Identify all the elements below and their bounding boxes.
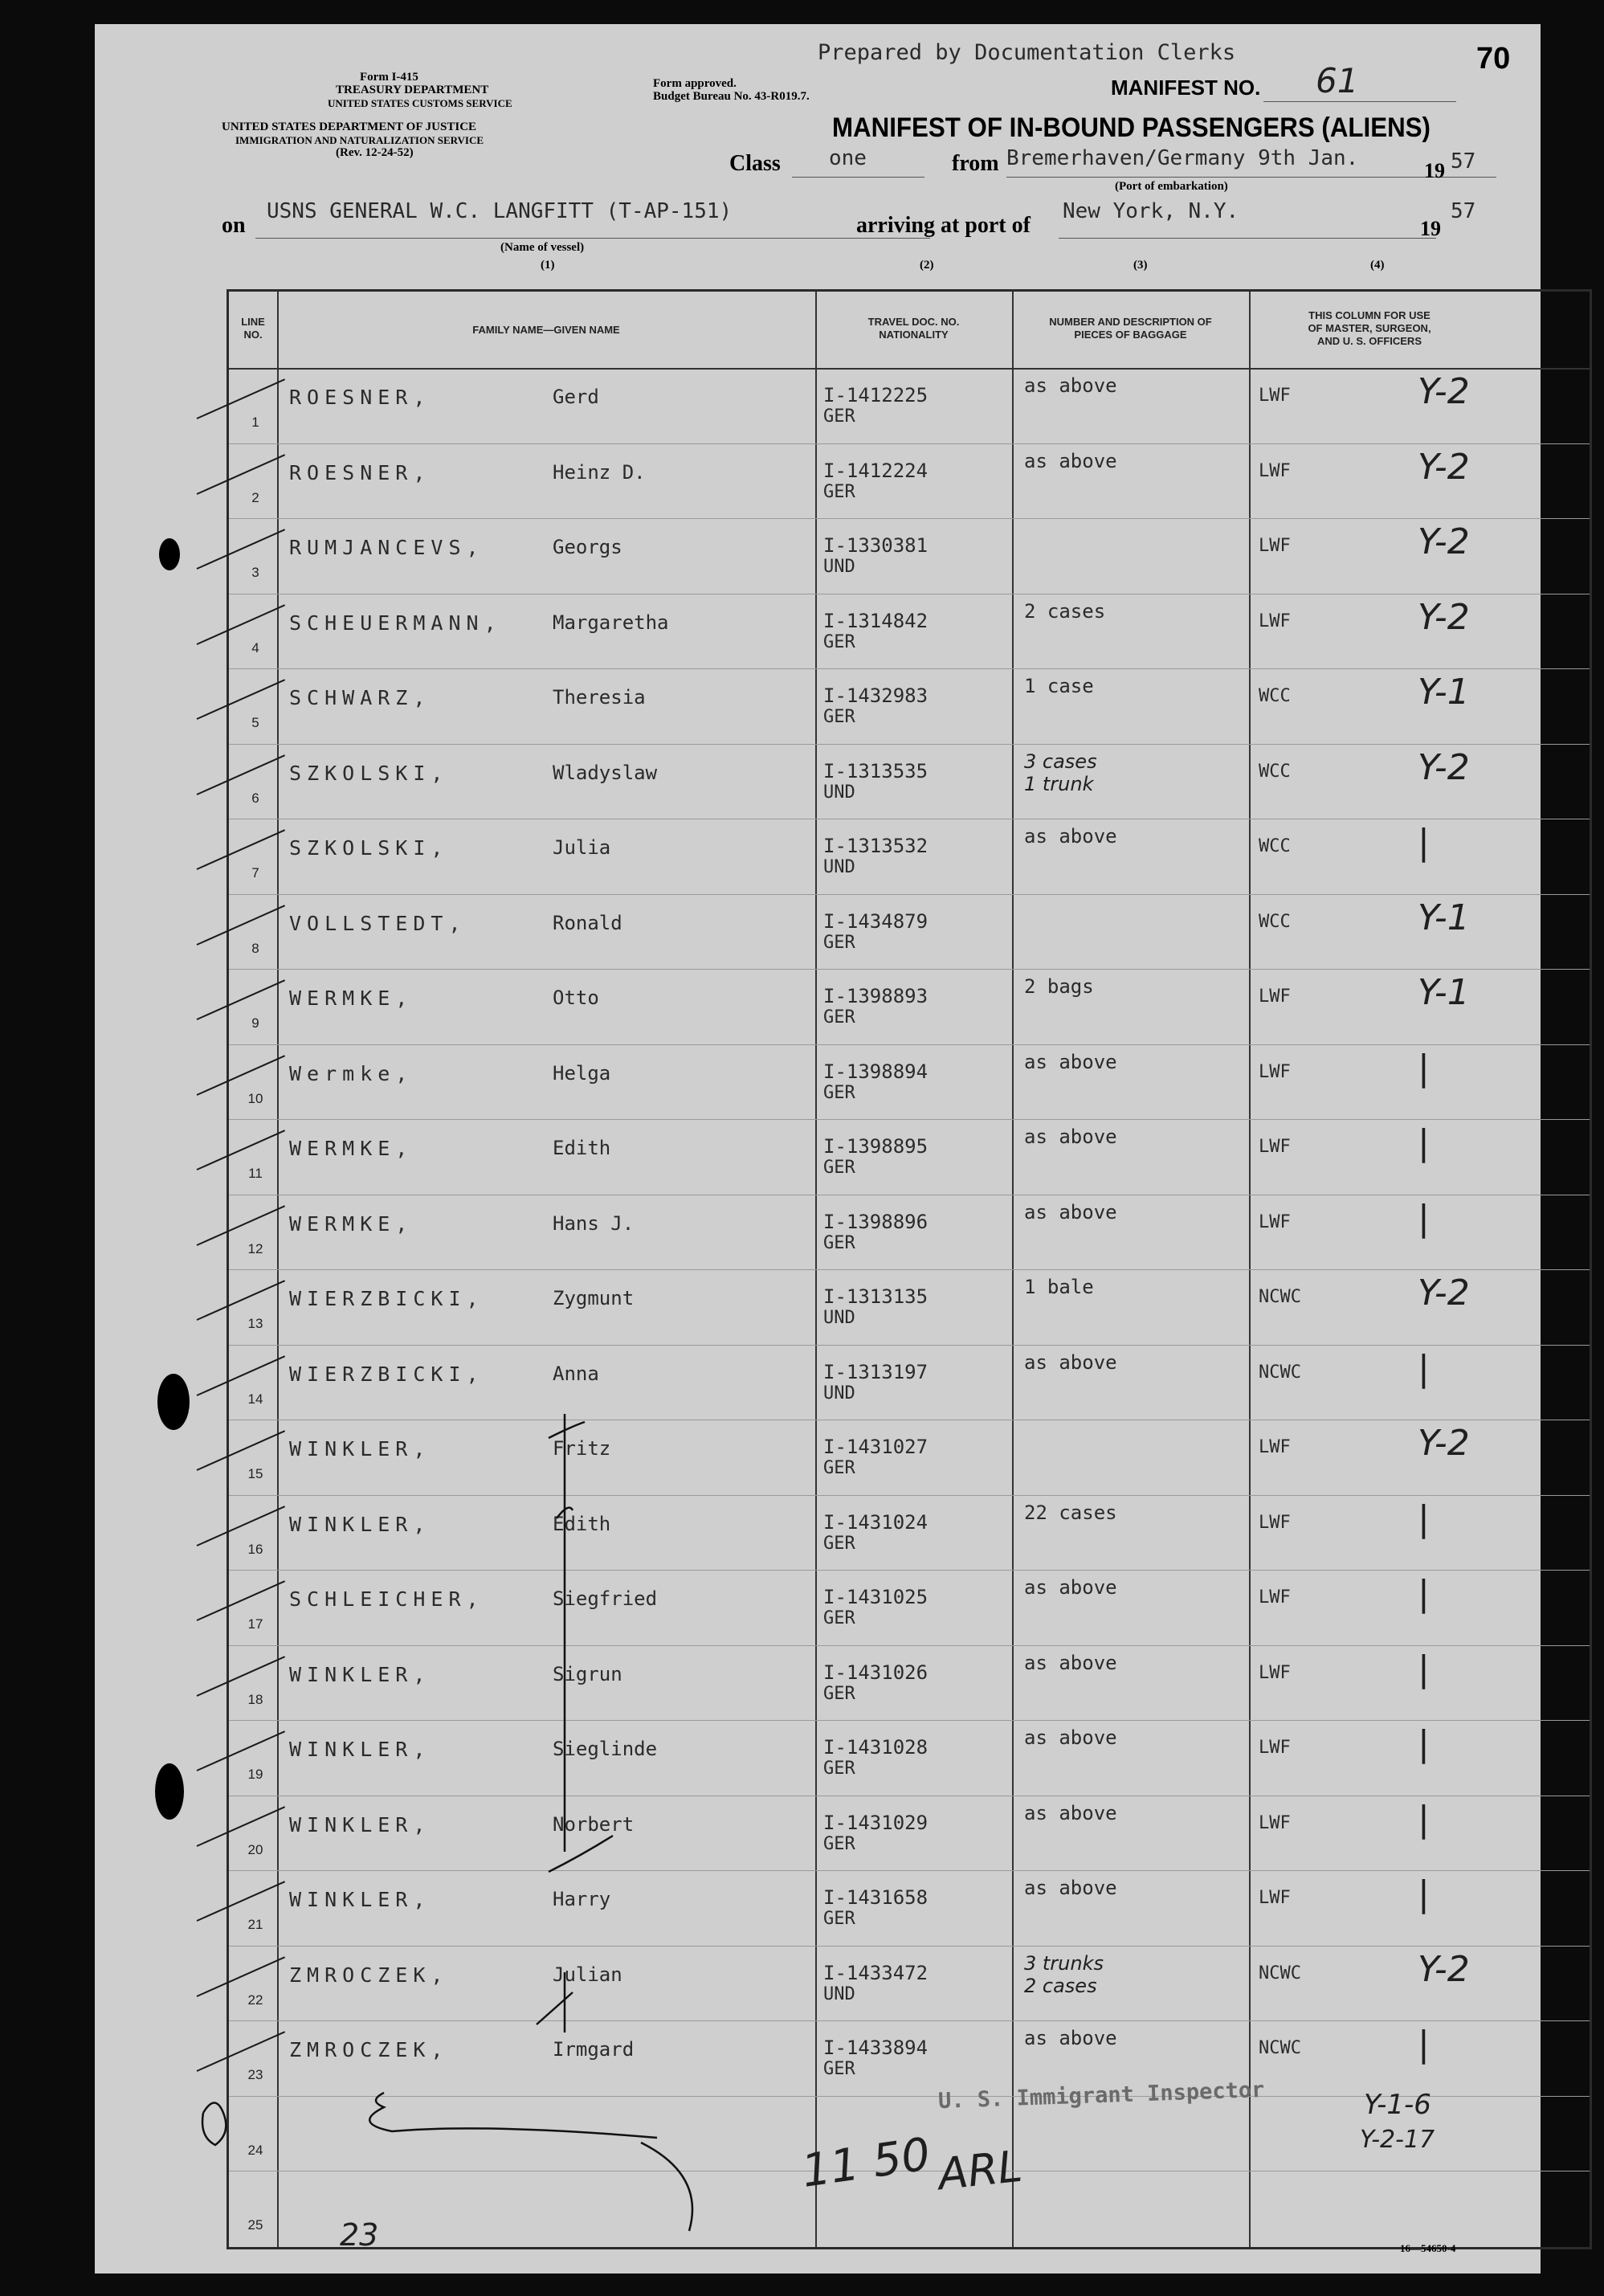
table-row	[229, 668, 1590, 744]
given-name: Sieglinde	[553, 1738, 658, 1760]
form-approved: Form approved.	[653, 77, 737, 90]
line-number: 1	[251, 415, 259, 430]
ins-label: IMMIGRATION AND NATURALIZATION SERVICE	[235, 134, 484, 146]
check-stroke	[197, 1205, 285, 1246]
check-stroke	[197, 905, 285, 946]
given-name: Margaretha	[553, 611, 669, 634]
family-name: SZKOLSKI,	[289, 836, 449, 860]
year-value: 57	[1451, 149, 1476, 174]
ink-blot	[159, 538, 180, 570]
family-name: ZMROCZEK,	[289, 2038, 449, 2061]
table-row	[229, 2020, 1590, 2096]
table-row	[229, 1570, 1590, 1645]
family-name: WERMKE,	[289, 1137, 414, 1160]
agency-code: NCWC	[1259, 1287, 1301, 1307]
baggage-description: as above	[1024, 374, 1117, 397]
print-code: 16—54650-4	[1400, 2242, 1456, 2254]
nationality: GER	[823, 631, 855, 652]
col-header-name: FAMILY NAME—GIVEN NAME	[472, 324, 620, 336]
baggage-description: as above	[1024, 1350, 1117, 1374]
check-stroke	[197, 1806, 285, 1847]
check-stroke	[197, 1580, 285, 1621]
vessel-name: USNS GENERAL W.C. LANGFITT (T-AP-151)	[267, 199, 733, 223]
officer-mark: Y-2	[1418, 446, 1470, 488]
family-name: ROESNER,	[289, 460, 431, 484]
arrival-year-prefix: 19	[1420, 217, 1441, 240]
travel-doc-number: I-1313135	[823, 1285, 929, 1308]
agency-code: LWF	[1259, 536, 1291, 556]
given-name: Gerd	[553, 386, 599, 408]
officer-mark: |	[1418, 1497, 1430, 1539]
line-number: 3	[251, 565, 259, 580]
given-name: Otto	[553, 987, 599, 1009]
column-number-1: (1)	[541, 259, 555, 272]
family-name: WINKLER,	[289, 1437, 431, 1461]
on-label: on	[222, 213, 246, 238]
vessel-caption: (Name of vessel)	[500, 241, 585, 254]
check-stroke	[197, 1055, 285, 1096]
family-name: SCHEUERMANN,	[289, 611, 502, 635]
agency-code: NCWC	[1259, 2038, 1301, 2058]
total-count: 23	[340, 2217, 379, 2253]
table-row	[229, 819, 1590, 894]
nationality: GER	[823, 1608, 855, 1628]
line-number: 10	[247, 1090, 263, 1106]
check-stroke	[197, 1956, 285, 1997]
arriving-port: New York, N.Y.	[1063, 199, 1239, 223]
line-number: 23	[247, 2067, 263, 2082]
agency-code: LWF	[1259, 460, 1291, 481]
check-stroke	[197, 1130, 285, 1170]
line-number: 7	[251, 865, 259, 880]
line-number: 18	[247, 1691, 263, 1707]
baggage-description: 3 cases 1 trunk	[1024, 750, 1097, 795]
given-name: Ronald	[553, 911, 622, 934]
nationality: GER	[823, 1533, 855, 1554]
line-number: 16	[247, 1541, 263, 1557]
baggage-description: as above	[1024, 1576, 1117, 1599]
line-number: 19	[247, 1767, 263, 1782]
budget-bureau: Budget Bureau No. 43-R019.7.	[653, 90, 810, 103]
table-row	[229, 1645, 1590, 1721]
tally-y2: Y-2-17	[1360, 2126, 1435, 2154]
given-name: Irmgard	[553, 2038, 635, 2061]
nationality: GER	[823, 1759, 855, 1779]
check-stroke	[197, 1730, 285, 1771]
manifest-title: MANIFEST OF IN-BOUND PASSENGERS (ALIENS)	[832, 112, 1431, 143]
given-name: Norbert	[553, 1812, 635, 1836]
agency-code: LWF	[1259, 1512, 1291, 1533]
table-row	[229, 1796, 1590, 1871]
check-stroke	[197, 454, 285, 495]
given-name: Wladyslaw	[553, 761, 658, 784]
table-row	[229, 1870, 1590, 1946]
travel-doc-number: I-1434879	[823, 909, 929, 933]
officer-mark: |	[1418, 1197, 1430, 1239]
family-name: WERMKE,	[289, 987, 414, 1010]
travel-doc-number: I-1433894	[823, 2037, 929, 2059]
col-header-officers: THIS COLUMN FOR USE OF MASTER, SURGEON, AND U. S. OFFICERS	[1308, 309, 1431, 347]
line-number: 24	[247, 2142, 263, 2158]
from-value: Bremerhaven/Germany 9th Jan.	[1006, 146, 1359, 170]
given-name: Julian	[553, 1963, 622, 1986]
handwritten-time: 11 50	[798, 2128, 934, 2198]
check-stroke	[197, 754, 285, 795]
nationality: GER	[823, 707, 855, 727]
travel-doc-number: I-1398895	[823, 1135, 929, 1158]
agency-code: LWF	[1259, 386, 1291, 406]
line-number: 8	[251, 940, 259, 956]
line-number: 9	[251, 1015, 259, 1031]
travel-doc-number: I-1433472	[823, 1961, 929, 1984]
agency-code: LWF	[1259, 1812, 1291, 1833]
agency-code: LWF	[1259, 1587, 1291, 1608]
family-name: ROESNER,	[289, 386, 431, 409]
column-number-4: (4)	[1370, 259, 1385, 272]
check-stroke	[197, 1505, 285, 1546]
baggage-description: as above	[1024, 1726, 1117, 1749]
line-number: 6	[251, 790, 259, 806]
line-number: 15	[247, 1466, 263, 1481]
officer-mark: Y-2	[1418, 596, 1470, 638]
family-name: WINKLER,	[289, 1888, 431, 1911]
travel-doc-number: I-1313535	[823, 759, 929, 782]
baggage-description: as above	[1024, 1200, 1117, 1224]
nationality: GER	[823, 932, 855, 953]
family-name: WIERZBICKI,	[289, 1287, 484, 1310]
travel-doc-number: I-1313532	[823, 835, 929, 857]
justice-department: UNITED STATES DEPARTMENT OF JUSTICE	[222, 121, 477, 133]
officer-mark: Y-1	[1418, 972, 1470, 1013]
line-number: 11	[248, 1166, 263, 1181]
travel-doc-number: I-1330381	[823, 534, 929, 557]
table-row	[229, 1119, 1590, 1195]
nationality: GER	[823, 1833, 855, 1854]
baggage-description: as above	[1024, 1050, 1117, 1073]
family-name: ZMROCZEK,	[289, 1963, 449, 1987]
table-row	[229, 894, 1590, 970]
given-name: Hans J.	[553, 1211, 635, 1235]
family-name: WIERZBICKI,	[289, 1362, 484, 1386]
family-name: WINKLER,	[289, 1738, 431, 1761]
nationality: GER	[823, 481, 855, 502]
check-stroke	[197, 1355, 285, 1396]
travel-doc-number: I-1431028	[823, 1736, 929, 1759]
family-name: RUMJANCEVS,	[289, 536, 484, 559]
ink-blot	[157, 1374, 190, 1430]
table-row	[229, 594, 1590, 669]
officer-mark: Y-1	[1418, 672, 1470, 713]
table-row	[229, 744, 1590, 819]
check-stroke	[197, 829, 285, 870]
travel-doc-number: I-1398896	[823, 1210, 929, 1233]
given-name: Fritz	[553, 1437, 611, 1460]
given-name: Theresia	[553, 686, 646, 709]
nationality: UND	[823, 1308, 855, 1328]
ink-blot	[155, 1763, 184, 1820]
officer-mark: Y-2	[1418, 521, 1470, 562]
table-row	[229, 1044, 1590, 1120]
nationality: GER	[823, 2059, 855, 2079]
agency-code: LWF	[1259, 1888, 1291, 1908]
line-number: 13	[247, 1316, 263, 1331]
line-number: 21	[247, 1917, 263, 1932]
table-row	[229, 368, 1590, 443]
col-header-baggage: NUMBER AND DESCRIPTION OF PIECES OF BAGGAGE	[1049, 316, 1212, 341]
family-name: VOLLSTEDT,	[289, 911, 467, 935]
agency-code: WCC	[1259, 686, 1291, 706]
officer-mark: |	[1418, 1723, 1430, 1764]
family-name: SCHLEICHER,	[289, 1587, 484, 1611]
officer-mark: Y-2	[1418, 746, 1470, 788]
table-row	[229, 969, 1590, 1044]
nationality: GER	[823, 1007, 855, 1027]
baggage-description: as above	[1024, 2027, 1117, 2049]
col-header-line-no: LINE NO.	[241, 316, 265, 341]
agency-code: LWF	[1259, 1211, 1291, 1232]
table-row	[229, 1269, 1590, 1345]
given-name: Edith	[553, 1512, 611, 1535]
tally-y1: Y-1-6	[1364, 2089, 1431, 2121]
check-stroke	[197, 1280, 285, 1321]
travel-doc-number: I-1431027	[823, 1436, 929, 1458]
nationality: GER	[823, 1458, 855, 1478]
officer-mark: |	[1418, 1047, 1430, 1089]
officer-mark: Y-2	[1418, 1273, 1470, 1313]
baggage-description: 2 cases	[1024, 599, 1106, 623]
family-name: WINKLER,	[289, 1812, 431, 1836]
given-name: Sigrun	[553, 1662, 622, 1685]
agency-code: LWF	[1259, 611, 1291, 631]
officer-mark: |	[1418, 2024, 1430, 2065]
travel-doc-number: I-1431658	[823, 1886, 929, 1909]
arriving-label: arriving at port of	[856, 213, 1031, 238]
given-name: Anna	[553, 1362, 599, 1385]
baggage-description: as above	[1024, 1126, 1117, 1148]
table-row	[229, 1420, 1590, 1495]
nationality: UND	[823, 557, 855, 577]
officer-mark: |	[1418, 1347, 1430, 1389]
line-number: 22	[247, 1992, 263, 2008]
agency-code: LWF	[1259, 1662, 1291, 1683]
handwritten-initials: ARL	[935, 2140, 1025, 2200]
baggage-description: as above	[1024, 825, 1117, 848]
agency-code: WCC	[1259, 761, 1291, 782]
given-name: Zygmunt	[553, 1287, 635, 1309]
from-label: from	[952, 151, 999, 176]
travel-doc-number: I-1313197	[823, 1360, 929, 1383]
check-stroke	[197, 604, 285, 645]
nationality: GER	[823, 1909, 855, 1929]
line-number: 14	[247, 1391, 263, 1407]
agency-code: LWF	[1259, 1137, 1291, 1157]
column-number-2: (2)	[920, 259, 934, 272]
given-name: Harry	[553, 1888, 611, 1910]
travel-doc-number: I-1431025	[823, 1586, 929, 1608]
column-number-3: (3)	[1133, 259, 1148, 272]
baggage-description: as above	[1024, 449, 1117, 472]
travel-doc-number: I-1314842	[823, 609, 929, 632]
check-stroke	[197, 1656, 285, 1697]
treasury-department: TREASURY DEPARTMENT	[336, 84, 489, 96]
line-number: 5	[251, 715, 259, 730]
baggage-description: 1 bale	[1024, 1276, 1094, 1298]
nationality: UND	[823, 782, 855, 803]
nationality: GER	[823, 1082, 855, 1103]
officer-mark: |	[1418, 1798, 1430, 1840]
family-name: WINKLER,	[289, 1662, 431, 1686]
customs-service: UNITED STATES CUSTOMS SERVICE	[328, 97, 512, 109]
officer-mark: |	[1418, 1873, 1430, 1914]
port-embarkation-caption: (Port of embarkation)	[1115, 180, 1228, 193]
baggage-description: 1 case	[1024, 675, 1094, 697]
travel-doc-number: I-1431026	[823, 1661, 929, 1684]
family-name: SCHWARZ,	[289, 686, 431, 709]
nationality: GER	[823, 1158, 855, 1178]
officer-mark: |	[1418, 1648, 1430, 1689]
table-row	[229, 443, 1590, 519]
officer-mark: Y-1	[1418, 897, 1470, 938]
manifest-number: 61	[1316, 61, 1359, 100]
class-value: one	[829, 146, 867, 170]
line-number: 17	[247, 1616, 263, 1632]
given-name: Julia	[553, 836, 611, 859]
agency-code: LWF	[1259, 1738, 1291, 1758]
given-name: Georgs	[553, 536, 622, 558]
given-name: Siegfried	[553, 1587, 658, 1610]
baggage-description: 2 bags	[1024, 975, 1094, 998]
agency-code: NCWC	[1259, 1362, 1301, 1383]
col-header-travel-doc: TRAVEL DOC. NO. NATIONALITY	[867, 316, 960, 341]
officer-mark: |	[1418, 822, 1430, 863]
family-name: WERMKE,	[289, 1211, 414, 1236]
agency-code: WCC	[1259, 911, 1291, 932]
table-row	[229, 518, 1590, 594]
travel-doc-number: I-1398893	[823, 985, 929, 1007]
prepared-by: Prepared by Documentation Clerks	[818, 40, 1236, 65]
line-number: 2	[251, 489, 259, 505]
travel-doc-number: I-1431029	[823, 1811, 929, 1834]
nationality: UND	[823, 1383, 855, 1403]
class-label: Class	[729, 151, 781, 176]
check-stroke	[197, 529, 285, 570]
travel-doc-number: I-1412225	[823, 384, 929, 406]
table-row	[229, 1495, 1590, 1571]
table-row	[229, 1720, 1590, 1796]
nationality: UND	[823, 857, 855, 877]
check-stroke	[197, 1430, 285, 1471]
table-row	[229, 1345, 1590, 1420]
baggage-description: as above	[1024, 1651, 1117, 1674]
line-number: 4	[251, 639, 259, 656]
baggage-description: 22 cases	[1024, 1501, 1117, 1524]
family-name: Wermke,	[289, 1061, 414, 1085]
travel-doc-number: I-1412224	[823, 459, 929, 482]
line-number: 25	[247, 2217, 263, 2233]
revision-label: (Rev. 12-24-52)	[336, 146, 414, 159]
check-stroke	[197, 1881, 285, 1922]
nationality: GER	[823, 1683, 855, 1704]
check-stroke	[197, 679, 285, 720]
nationality: GER	[823, 406, 855, 427]
given-name: Edith	[553, 1137, 611, 1159]
year-prefix: 19	[1424, 159, 1445, 182]
travel-doc-number: I-1431024	[823, 1510, 929, 1534]
officer-mark: Y-2	[1418, 1423, 1470, 1464]
check-stroke	[197, 979, 285, 1020]
baggage-description: as above	[1024, 1877, 1117, 1899]
agency-code: LWF	[1259, 987, 1291, 1007]
manifest-no-label: MANIFEST NO.	[1111, 76, 1261, 100]
passenger-table	[227, 289, 1592, 2249]
inspector-stamp: U. S. Immigrant Inspector	[937, 2077, 1265, 2114]
line-number: 20	[247, 1841, 263, 1857]
agency-code: LWF	[1259, 1437, 1291, 1457]
agency-code: NCWC	[1259, 1963, 1301, 1983]
check-stroke	[197, 2031, 285, 2072]
officer-mark: |	[1418, 1573, 1430, 1614]
agency-code: LWF	[1259, 1061, 1291, 1082]
given-name: Heinz D.	[553, 460, 646, 484]
nationality: GER	[823, 1232, 855, 1253]
page-number: 70	[1476, 42, 1511, 76]
manifest-sheet	[95, 24, 1541, 2274]
travel-doc-number: I-1432983	[823, 684, 929, 707]
baggage-description: as above	[1024, 1801, 1117, 1824]
officer-mark: Y-2	[1418, 1948, 1470, 1990]
officer-mark: Y-2	[1418, 371, 1470, 412]
nationality: UND	[823, 1983, 855, 2004]
family-name: WINKLER,	[289, 1512, 431, 1536]
check-stroke	[197, 378, 285, 419]
travel-doc-number: I-1398894	[823, 1060, 929, 1083]
officer-mark: |	[1418, 1122, 1430, 1163]
baggage-description: 3 trunks 2 cases	[1024, 1951, 1104, 1997]
given-name: Helga	[553, 1061, 611, 1085]
agency-code: WCC	[1259, 836, 1291, 856]
table-row	[229, 1946, 1590, 2021]
form-number: Form I-415	[360, 71, 418, 84]
line-number: 12	[247, 1240, 263, 1256]
family-name: SZKOLSKI,	[289, 761, 449, 785]
table-row	[229, 1195, 1590, 1270]
arrival-year-value: 57	[1451, 199, 1476, 223]
